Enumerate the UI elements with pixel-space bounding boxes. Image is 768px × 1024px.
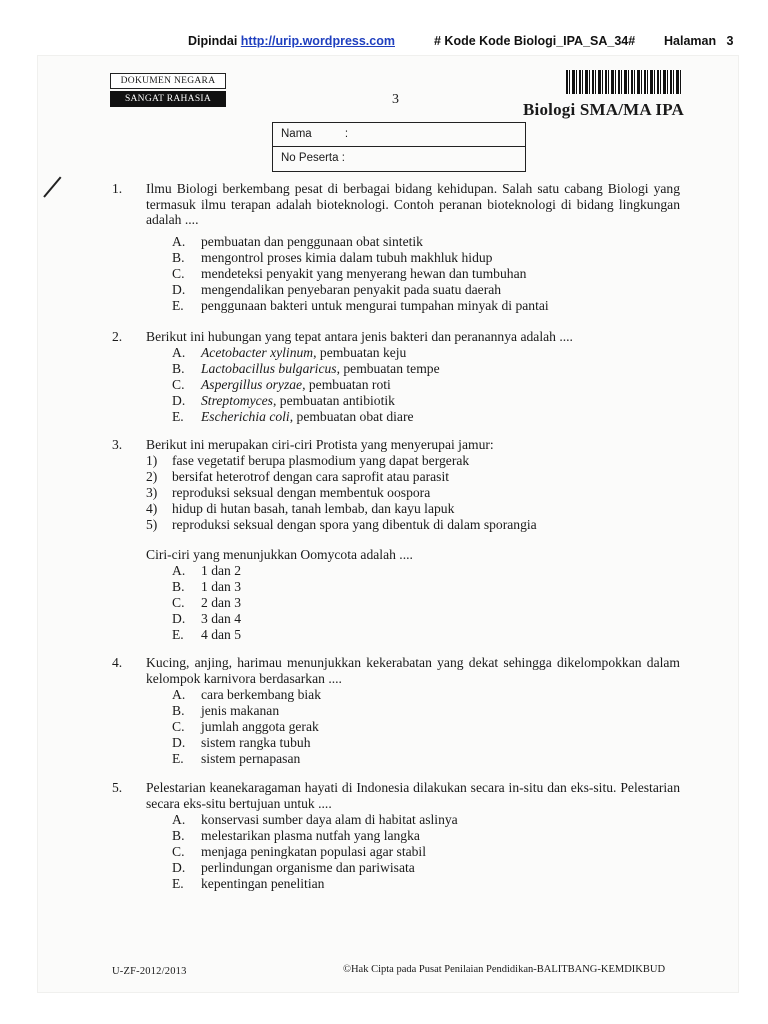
classification-stamp	[110, 73, 226, 107]
name-separator: :	[344, 128, 349, 140]
option-letter: E.	[172, 627, 184, 642]
question-number: 4.	[112, 655, 123, 670]
participant-row	[273, 146, 525, 170]
statement-number: 5)	[146, 517, 158, 532]
option-letter: E.	[172, 298, 184, 313]
option-text: , pembuatan antibiotik	[272, 393, 395, 408]
option-letter: C.	[172, 719, 185, 734]
option-text: perlindungan organisme dan pariwisata	[201, 860, 415, 875]
option-e	[172, 298, 549, 314]
option-text: pembuatan dan penggunaan obat sintetik	[201, 234, 423, 249]
statement-number: 4)	[146, 501, 158, 516]
exam-code-footer: U-ZF-2012/2013	[112, 966, 187, 977]
option-d	[172, 393, 395, 409]
option-text: mendeteksi penyakit yang menyerang hewan dan tumbuhan	[201, 266, 527, 281]
option-letter: B.	[172, 703, 185, 718]
option-text: menjaga peningkatan populasi agar stabil	[201, 844, 426, 859]
scan-prefix: Dipindai	[188, 34, 238, 48]
statement-1	[146, 453, 469, 469]
option-letter: A.	[172, 812, 186, 827]
option-letter: B.	[172, 250, 185, 265]
option-text: 1 dan 3	[201, 579, 242, 594]
option-b	[172, 828, 420, 844]
option-letter: A.	[172, 687, 186, 702]
option-text: sistem rangka tubuh	[201, 735, 311, 750]
option-letter: C.	[172, 595, 185, 610]
option-text: jumlah anggota gerak	[201, 719, 319, 734]
option-letter: D.	[172, 611, 186, 626]
statement-number: 1)	[146, 453, 158, 468]
question-stem: Berikut ini merupakan ciri-ciri Protista yang menyerupai jamur:	[146, 437, 494, 452]
question-4	[112, 655, 682, 769]
name-row	[273, 123, 525, 146]
species-name: Aspergillus oryzae	[201, 377, 303, 392]
question-1	[112, 181, 682, 311]
statement-number: 2)	[146, 469, 158, 484]
option-letter: E.	[172, 876, 184, 891]
option-text: mengontrol proses kimia dalam tubuh makhluk hidup	[201, 250, 493, 265]
option-text: 2 dan 3	[201, 595, 242, 610]
option-a	[172, 345, 406, 361]
option-d	[172, 611, 241, 627]
question-3	[112, 437, 682, 642]
option-text: , pembuatan obat diare	[289, 409, 414, 424]
subject-title: Biologi SMA/MA IPA	[523, 100, 685, 119]
option-d	[172, 735, 311, 751]
statement-2	[146, 469, 449, 485]
option-letter: D.	[172, 393, 186, 408]
option-b	[172, 579, 241, 595]
scan-link[interactable]: http://urip.wordpress.com	[240, 34, 395, 48]
statement-text: reproduksi seksual dengan membentuk oospora	[172, 485, 431, 500]
option-e	[172, 409, 414, 425]
species-name: Acetobacter xylinum	[201, 345, 314, 360]
option-letter: B.	[172, 361, 185, 376]
option-c	[172, 844, 426, 860]
option-text: , pembuatan roti	[302, 377, 391, 392]
option-text: 4 dan 5	[201, 627, 242, 642]
option-text: , pembuatan tempe	[336, 361, 440, 376]
option-letter: E.	[172, 751, 184, 766]
participant-label: No Peserta :	[281, 152, 345, 164]
question-number: 2.	[112, 329, 123, 344]
option-text: cara berkembang biak	[201, 687, 322, 702]
option-letter: B.	[172, 828, 185, 843]
statement-3	[146, 485, 430, 501]
barcode-icon	[566, 70, 682, 94]
option-letter: C.	[172, 377, 185, 392]
option-b	[172, 250, 492, 266]
option-text: konservasi sumber daya alam di habitat aslinya	[201, 812, 458, 827]
option-letter: A.	[172, 234, 186, 249]
option-letter: A.	[172, 563, 186, 578]
option-text: 1 dan 2	[201, 563, 242, 578]
option-text: , pembuatan keju	[313, 345, 407, 360]
option-c	[172, 377, 391, 393]
option-e	[172, 876, 324, 892]
option-text: penggunaan bakteri untuk mengurai tumpahan minyak di pantai	[201, 298, 549, 313]
question-stem: Kucing, anjing, harimau menunjukkan kekerabatan yang dekat sehingga dikelompokkan dalam kelompok karnivora berdasarkan ....	[146, 655, 680, 686]
stamp-line-1: DOKUMEN NEGARA	[110, 73, 226, 89]
statement-text: hidup di hutan basah, tanah lembab, dan kayu lapuk	[172, 501, 455, 516]
stamp-line-2: SANGAT RAHASIA	[110, 91, 226, 107]
option-a	[172, 687, 321, 703]
option-letter: C.	[172, 844, 185, 859]
question-stem: Ilmu Biologi berkembang pesat di berbagai bidang kehidupan. Salah satu cabang Biologi yang termasuk ilmu terapan adalah bioteknologi. Contoh peranan bioteknologi di bidang lingkungan adalah ....	[146, 181, 680, 228]
option-d	[172, 282, 501, 298]
question-5	[112, 780, 682, 894]
option-text: sistem pernapasan	[201, 751, 301, 766]
option-text: jenis makanan	[201, 703, 280, 718]
option-a	[172, 234, 423, 250]
statement-4	[146, 501, 454, 517]
option-e	[172, 627, 241, 643]
option-letter: D.	[172, 860, 186, 875]
question-stem: Pelestarian keanekaragaman hayati di Indonesia dilakukan secara in-situ dan eks-situ. Pelestarian secara eks-situ bertujuan untuk ....	[146, 780, 680, 811]
option-text: melestarikan plasma nutfah yang langka	[201, 828, 420, 843]
option-letter: D.	[172, 282, 186, 297]
document-code: # Kode Kode Biologi_IPA_SA_34#	[434, 34, 636, 48]
statement-text: reproduksi seksual dengan spora yang dibentuk di dalam sporangia	[172, 517, 537, 532]
option-c	[172, 266, 526, 282]
option-letter: E.	[172, 409, 184, 424]
option-b	[172, 361, 440, 377]
option-d	[172, 860, 415, 876]
option-e	[172, 751, 300, 767]
question-2	[112, 329, 682, 425]
option-text: kepentingan penelitian	[201, 876, 325, 891]
name-label: Nama	[281, 128, 312, 140]
option-a	[172, 563, 241, 579]
option-b	[172, 703, 279, 719]
page-indicator	[664, 34, 733, 48]
statement-number: 3)	[146, 485, 158, 500]
option-text: 3 dan 4	[201, 611, 242, 626]
question-number: 3.	[112, 437, 123, 452]
scan-credit	[188, 34, 395, 48]
statement-5	[146, 517, 537, 533]
page-indicator-number: 3	[726, 34, 734, 48]
option-c	[172, 719, 319, 735]
species-name: Lactobacillus bulgaricus	[201, 361, 337, 376]
option-a	[172, 812, 458, 828]
species-name: Escherichia coli	[201, 409, 290, 424]
copyright-footer: ©Hak Cipta pada Pusat Penilaian Pendidikan-BALITBANG-KEMDIKBUD	[343, 964, 666, 975]
question-stem: Berikut ini hubungan yang tepat antara jenis bakteri dan peranannya adalah ....	[146, 329, 573, 344]
option-letter: A.	[172, 345, 186, 360]
page-number: 3	[392, 92, 399, 107]
identity-box	[272, 122, 526, 172]
page-label: Halaman	[664, 34, 717, 48]
species-name: Streptomyces	[201, 393, 273, 408]
question-prompt: Ciri-ciri yang menunjukkan Oomycota adalah ....	[146, 547, 413, 562]
question-number: 5.	[112, 780, 123, 795]
option-letter: B.	[172, 579, 185, 594]
option-letter: C.	[172, 266, 185, 281]
option-letter: D.	[172, 735, 186, 750]
statement-text: bersifat heterotrof dengan cara saprofit atau parasit	[172, 469, 450, 484]
statement-text: fase vegetatif berupa plasmodium yang dapat bergerak	[172, 453, 470, 468]
option-text: mengendalikan penyebaran penyakit pada suatu daerah	[201, 282, 502, 297]
option-c	[172, 595, 241, 611]
question-number: 1.	[112, 181, 123, 196]
scan-header	[0, 34, 768, 52]
